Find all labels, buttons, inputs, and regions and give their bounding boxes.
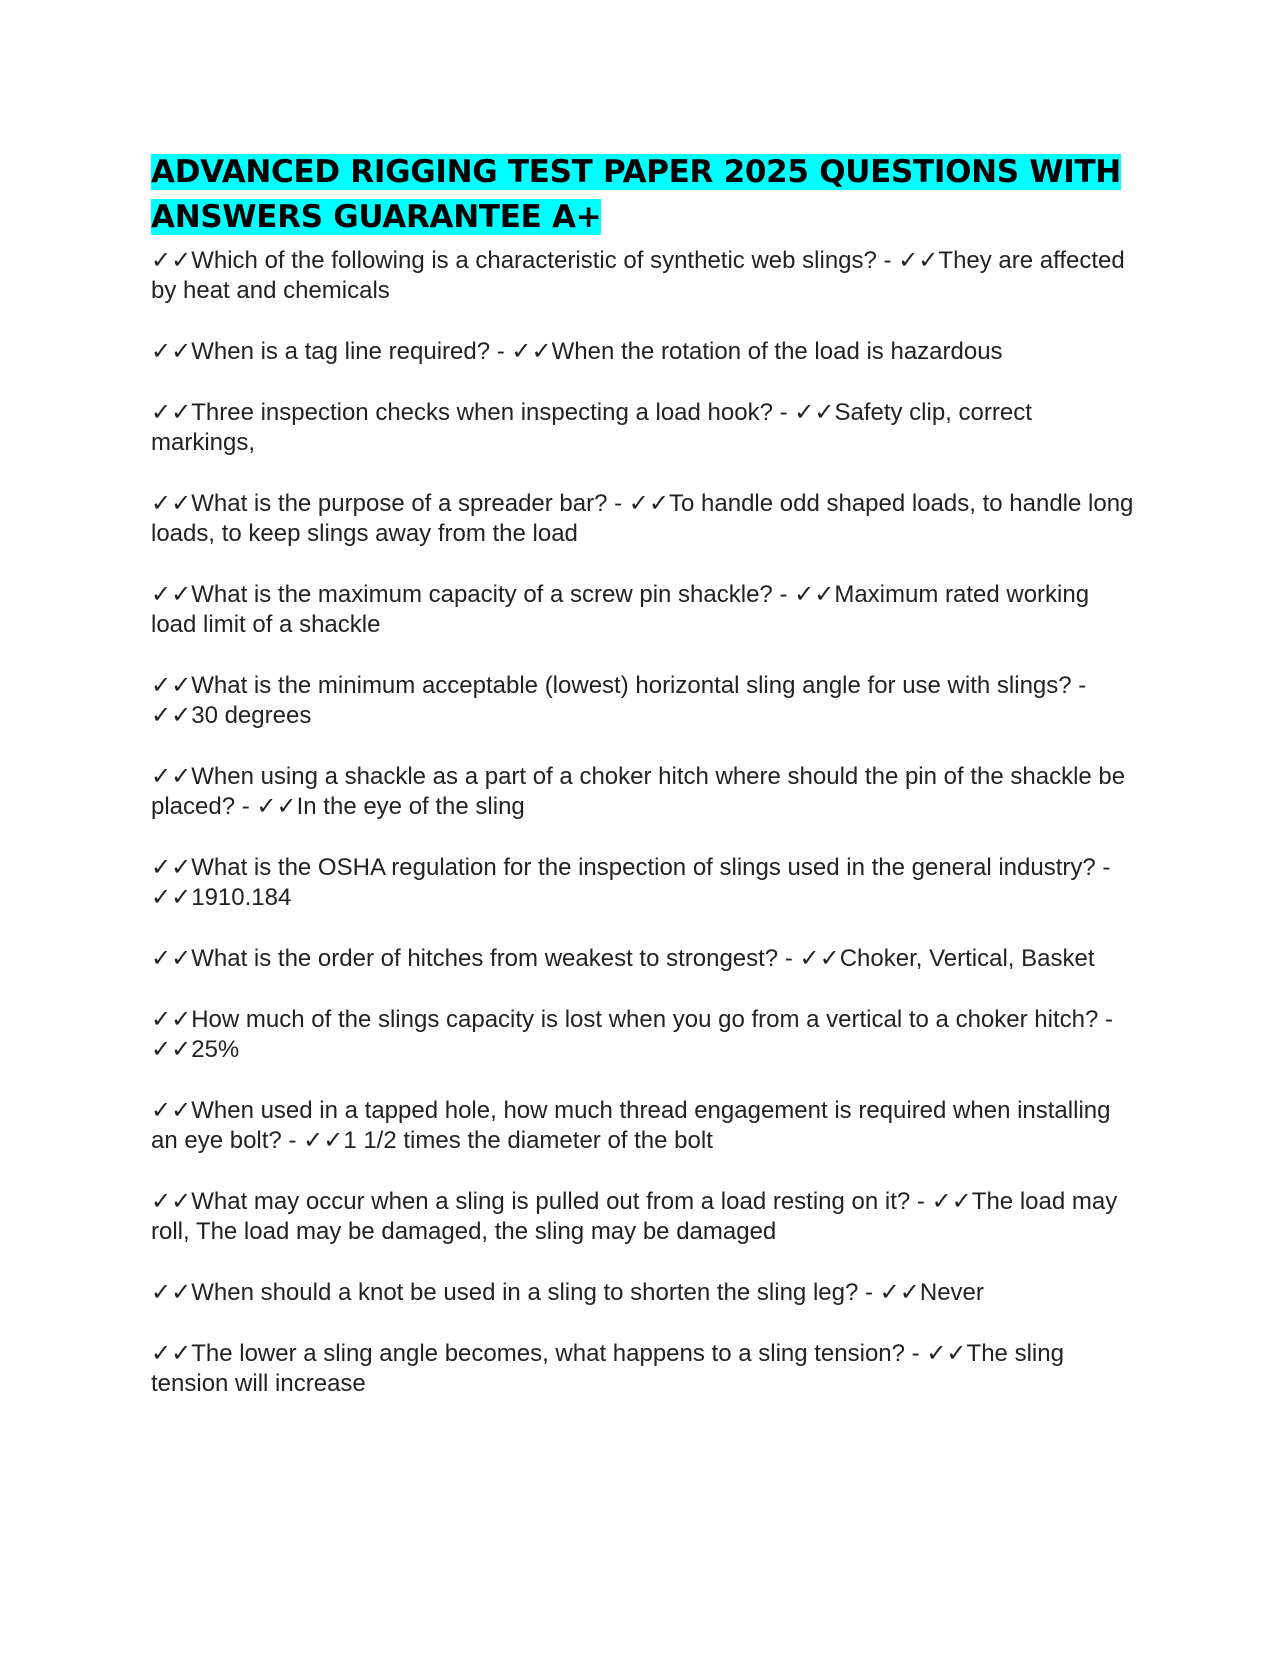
qa-item: ✓✓What is the order of hitches from weakest to strongest? - ✓✓Choker, Vertical, Basket bbox=[151, 945, 1095, 972]
qa-item: ✓✓What is the OSHA regulation for the inspection of slings used in the general industry? - ✓✓1910.184 bbox=[151, 854, 1111, 911]
qa-item: ✓✓When used in a tapped hole, how much thread engagement is required when installing an eye bolt? - ✓✓1 1/2 times the diameter of the bolt bbox=[151, 1097, 1111, 1154]
qa-item: ✓✓Which of the following is a characteristic of synthetic web slings? - ✓✓They are affected by heat and chemicals bbox=[151, 247, 1125, 304]
qa-item: ✓✓The lower a sling angle becomes, what happens to a sling tension? - ✓✓The sling tension will increase bbox=[151, 1340, 1064, 1397]
qa-item: ✓✓How much of the slings capacity is lost when you go from a vertical to a choker hitch? - ✓✓25% bbox=[151, 1006, 1113, 1063]
qa-item: ✓✓When using a shackle as a part of a choker hitch where should the pin of the shackle be placed? - ✓✓In the eye of the sling bbox=[151, 763, 1126, 820]
document-body bbox=[151, 150, 1141, 1430]
title-highlight: ADVANCED RIGGING TEST PAPER 2025 QUESTIONS WITH ANSWERS GUARANTEE A+ bbox=[151, 154, 1121, 235]
document-title bbox=[151, 150, 1141, 240]
qa-item: ✓✓Three inspection checks when inspecting a load hook? - ✓✓Safety clip, correct markings, bbox=[151, 399, 1032, 456]
qa-item: ✓✓When should a knot be used in a sling to shorten the sling leg? - ✓✓Never bbox=[151, 1279, 984, 1306]
qa-item: ✓✓What may occur when a sling is pulled out from a load resting on it? - ✓✓The load may roll, The load may be damaged, the sling may be damaged bbox=[151, 1188, 1118, 1245]
qa-item: ✓✓What is the minimum acceptable (lowest) horizontal sling angle for use with slings? - ✓✓30 degrees bbox=[151, 672, 1087, 729]
qa-item: ✓✓What is the maximum capacity of a screw pin shackle? - ✓✓Maximum rated working load limit of a shackle bbox=[151, 581, 1090, 638]
qa-item: ✓✓When is a tag line required? - ✓✓When the rotation of the load is hazardous bbox=[151, 338, 1003, 365]
qa-item: ✓✓What is the purpose of a spreader bar? - ✓✓To handle odd shaped loads, to handle long loads, to keep slings away from the load bbox=[151, 490, 1134, 547]
